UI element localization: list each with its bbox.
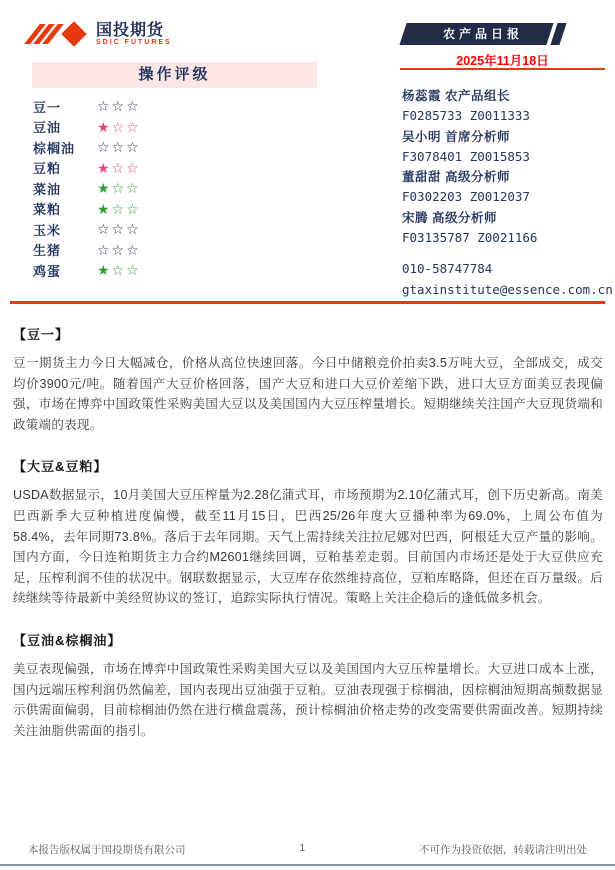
sdic-logo-icon [28,20,90,48]
rating-row [33,117,318,138]
rating-stars: ★☆☆ [97,159,141,176]
section-heading: 【豆油&棕榈油】 [13,632,122,648]
rating-commodity-label: 豆粕 [33,161,62,177]
rating-commodity-label: 豆一 [33,99,62,115]
footer-disclaimer: 不可作为投资依据，转载请注明出处 [419,844,587,856]
rating-stars: ☆☆☆ [97,221,141,238]
contact-phone: 010-58747784 [402,261,493,276]
rating-row [33,96,318,117]
rating-commodity-label: 鸡蛋 [33,263,62,279]
rating-commodity-label: 菜粕 [33,202,62,218]
ratings-table [33,96,318,281]
rating-row [33,158,318,179]
report-sections [13,320,603,758]
analyst-line: F0285733 Z0011333 [402,108,530,124]
analyst-line: F03135787 Z0021166 [402,230,538,246]
report-section [13,452,603,609]
rating-row [33,199,318,220]
rating-commodity-label: 豆油 [33,120,62,136]
rating-row [33,178,318,199]
rating-stars: ☆☆☆ [97,241,141,258]
rating-stars: ★☆☆ [97,180,141,197]
contact-block [402,259,612,300]
rating-stars: ★☆☆ [97,118,141,135]
rating-row [33,219,318,240]
report-title: 农产品日报 [442,27,523,41]
rating-row [33,260,318,281]
date-underline [400,68,605,70]
page-footer [28,842,587,857]
logo-text [96,22,172,47]
rating-stars: ☆☆☆ [97,98,141,115]
section-body: 美豆表现偏强，市场在博弈中国政策性采购美国大豆以及美国国内大豆压榨量增长。大豆进口成本上涨，国内远端压榨利润仍然偏差，国内表现出豆油强于豆粕。豆油表现强于棕榈油，因棕榈油短期高频数据显示供需面偏弱，目前棕榈油仍然在进行横盘震荡，预计棕榈油价格走势的改变需要供需面改善。短期持续关注油脂供需面的指引。 [13,661,603,738]
section-body: USDA数据显示，10月美国大豆压榨量为2.28亿蒲式耳，市场预期为2.10亿蒲式耳，创下历史新高。南美巴西新季大豆种植进度偏慢，截至11月15日，巴西25/26年度大豆播种率为69.0%，上周公布值为58.4%，去年同期73.8%。落后于去年同期。天气上需持续关注拉尼娜对巴西，阿根廷大豆产量的影响。国内方面，今日连粕期货主力合约M2601继续回调，豆粕基差走弱。目前国内市场还是处于大豆供应充足，压榨利润不佳的状况中。钢联数据显示，大豆库存依然维持高位，豆粕库略降，但还在百万量级。后续继续等待最新中美经贸协议的签订，追踪实际执行情况。策略上关注企稳后的逢低做多机会。 [13,488,603,606]
footer-page-number: 1 [299,842,306,854]
rating-stars: ★☆☆ [97,200,141,217]
footer-copyright: 本报告版权属于国投期货有限公司 [28,844,186,856]
logo-name-cn: 国投期货 [96,21,165,39]
analyst-line: 宋腾 高级分析师 [402,210,497,225]
rating-stars: ☆☆☆ [97,139,141,156]
analyst-list [402,86,612,248]
contact-email: gtaxinstitute@essence.com.cn [402,281,613,297]
report-date: 2025年11月18日 [456,54,549,68]
analyst-line: F0302203 Z0012037 [402,189,530,205]
rating-row [33,137,318,158]
header-separator-rule [10,301,605,304]
section-body: 豆一期货主力今日大幅减仓，价格从高位快速回落。今日中储粮竞价拍卖3.5万吨大豆，全部成交，成交均价3900元/吨。随着国产大豆价格回落，国产大豆和进口大豆价差缩下跌，进口大豆方面美豆表现偏强，市场在博弈中国政策性采购美国大豆以及美国国内大豆压榨量增长。短期继续关注国产大豆现货端和政策端的表现。 [13,356,603,432]
section-heading: 【豆一】 [13,327,70,342]
rating-row [33,240,318,261]
rating-commodity-label: 棕榈油 [33,140,76,156]
analyst-line: F3078401 Z0015853 [402,148,530,164]
rating-stars: ★☆☆ [97,262,141,279]
footer-bottom-rule [0,864,615,866]
logo-name-en: SDIC FUTURES [96,38,172,46]
rating-commodity-label: 生猪 [33,243,62,259]
analyst-line: 杨蕊霞 农产品组长 [402,89,510,103]
report-section [13,626,603,741]
report-title-banner [399,23,566,45]
ratings-title: 操作评级 [32,62,317,88]
analyst-line: 董甜甜 高级分析师 [402,170,510,185]
section-heading: 【大豆&豆粕】 [13,459,108,475]
company-logo [28,20,172,48]
analyst-line: 吴小明 首席分析师 [402,129,510,144]
rating-commodity-label: 玉米 [33,222,62,238]
rating-commodity-label: 菜油 [33,181,62,197]
report-section [13,320,603,435]
